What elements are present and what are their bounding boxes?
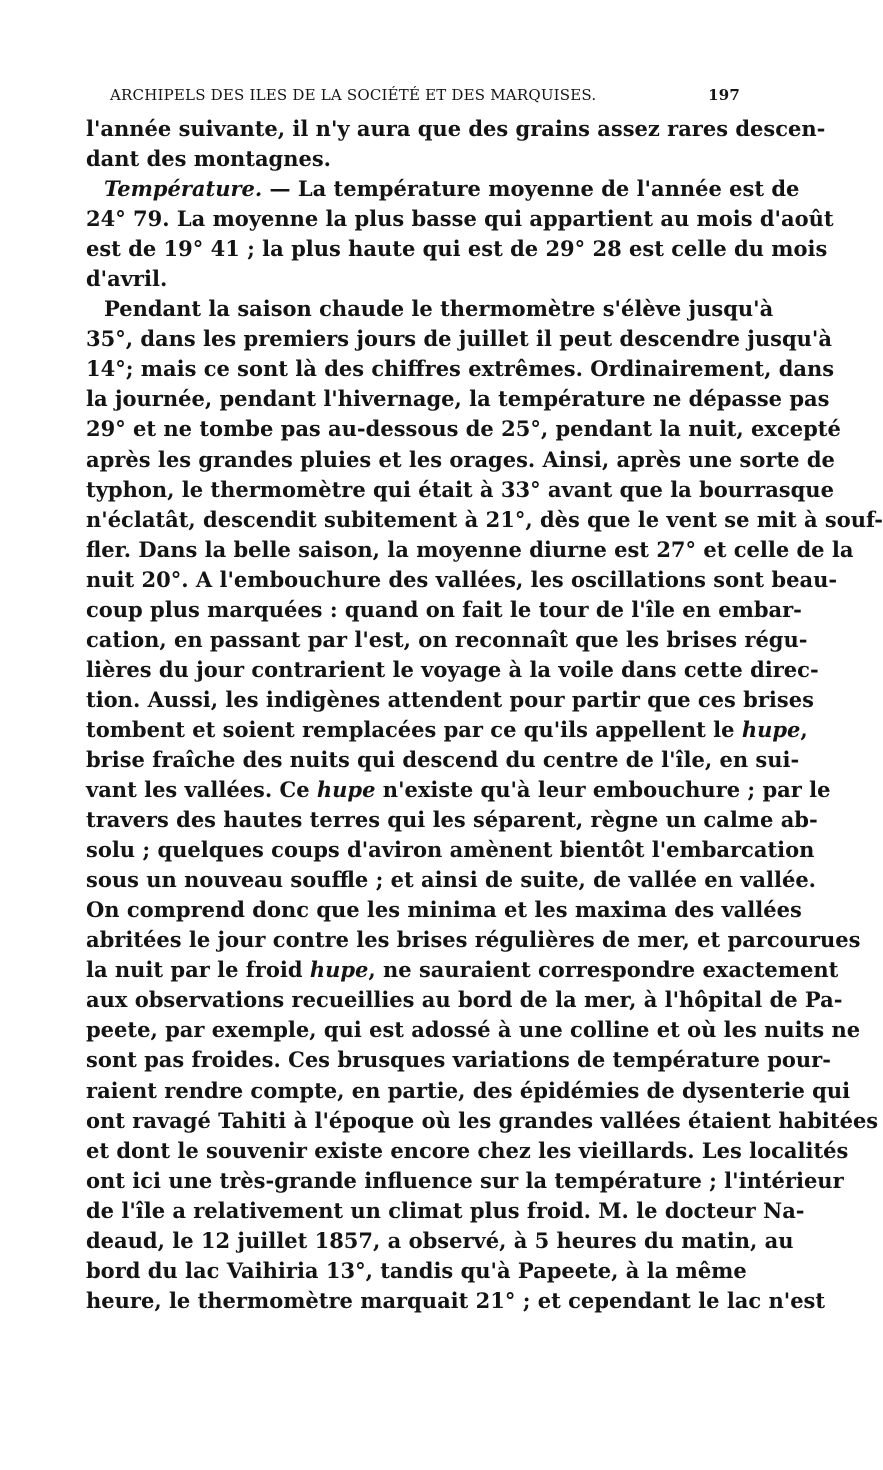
text-line: et dont le souvenir existe encore chez les vieillards. Les localités — [86, 1137, 849, 1163]
text-line: après les grandes pluies et les orages. Ainsi, après une sorte de — [86, 446, 835, 472]
text-line: d'avril. — [86, 266, 168, 292]
text-line: tion. Aussi, les indigènes attendent pour partir que ces brises — [86, 686, 814, 712]
text-line: abritées le jour contre les brises régulières de mer, et parcourues — [86, 927, 861, 953]
body-text — [86, 114, 883, 1316]
text-line: dant des montagnes. — [86, 146, 331, 172]
text-line: Pendant la saison chaude le thermomètre s'élève jusqu'à — [104, 296, 774, 322]
text-line: bord du lac Vaihiria 13°, tandis qu'à Papeete, à la même — [86, 1257, 747, 1283]
text-line: Température. — La température moyenne de l'année est de — [104, 176, 800, 202]
text-line: de l'île a relativement un climat plus froid. M. le docteur Na- — [86, 1197, 805, 1223]
text-line: aux observations recueillies au bord de la mer, à l'hôpital de Pa- — [86, 987, 843, 1013]
text-line: On comprend donc que les minima et les maxima des vallées — [86, 897, 802, 923]
text-line: ont ici une très-grande influence sur la température ; l'intérieur — [86, 1167, 844, 1193]
text-line: coup plus marquées : quand on fait le tour de l'île en embar- — [86, 596, 802, 622]
text-line: travers des hautes terres qui les séparent, règne un calme ab- — [86, 807, 818, 833]
text-line: sous un nouveau souffle ; et ainsi de suite, de vallée en vallée. — [86, 867, 816, 893]
text-line: lières du jour contrarient le voyage à la voile dans cette direc- — [86, 656, 819, 682]
text-line: fler. Dans la belle saison, la moyenne diurne est 27° et celle de la — [86, 536, 854, 562]
text-line: ont ravagé Tahiti à l'époque où les grandes vallées étaient habitées — [86, 1107, 879, 1133]
text-line: nuit 20°. A l'embouchure des vallées, les oscillations sont beau- — [86, 566, 838, 592]
text-line: brise fraîche des nuits qui descend du centre de l'île, en sui- — [86, 746, 800, 772]
running-head — [110, 86, 740, 108]
text-line: vant les vallées. Ce hupe n'existe qu'à leur embouchure ; par le — [86, 777, 831, 803]
text-line: cation, en passant par l'est, on reconnaît que les brises régu- — [86, 626, 808, 652]
text-line: solu ; quelques coups d'aviron amènent bientôt l'embarcation — [86, 837, 815, 863]
text-line: la journée, pendant l'hivernage, la température ne dépasse pas — [86, 386, 830, 412]
text-line: sont pas froides. Ces brusques variations de température pour- — [86, 1047, 831, 1073]
text-line: l'année suivante, il n'y aura que des grains assez rares descen- — [86, 116, 826, 141]
text-line: heure, le thermomètre marquait 21° ; et cependant le lac n'est — [86, 1287, 826, 1313]
text-line: 24° 79. La moyenne la plus basse qui appartient au mois d'août — [86, 206, 834, 232]
text-line: deaud, le 12 juillet 1857, a observé, à 5 heures du matin, au — [86, 1227, 794, 1253]
text-line: n'éclatât, descendit subitement à 21°, dès que le vent se mit à souf- — [86, 506, 883, 532]
text-line: 35°, dans les premiers jours de juillet il peut descendre jusqu'à — [86, 326, 832, 352]
text-line: tombent et soient remplacées par ce qu'ils appellent le hupe, — [86, 716, 808, 742]
text-line: peete, par exemple, qui est adossé à une colline et où les nuits ne — [86, 1017, 861, 1043]
running-title: ARCHIPELS DES ILES DE LA SOCIÉTÉ ET DES MARQUISES. — [110, 86, 597, 104]
text-line: 14°; mais ce sont là des chiffres extrêmes. Ordinairement, dans — [86, 356, 835, 382]
text-line: typhon, le thermomètre qui était à 33° avant que la bourrasque — [86, 476, 834, 502]
text-line: 29° et ne tombe pas au-dessous de 25°, pendant la nuit, excepté — [86, 416, 841, 442]
text-line: la nuit par le froid hupe, ne sauraient correspondre exactement — [86, 957, 839, 983]
text-line: raient rendre compte, en partie, des épidémies de dysenterie qui — [86, 1077, 851, 1103]
page-number: 197 — [708, 86, 740, 104]
text-line: est de 19° 41 ; la plus haute qui est de 29° 28 est celle du mois — [86, 236, 828, 262]
